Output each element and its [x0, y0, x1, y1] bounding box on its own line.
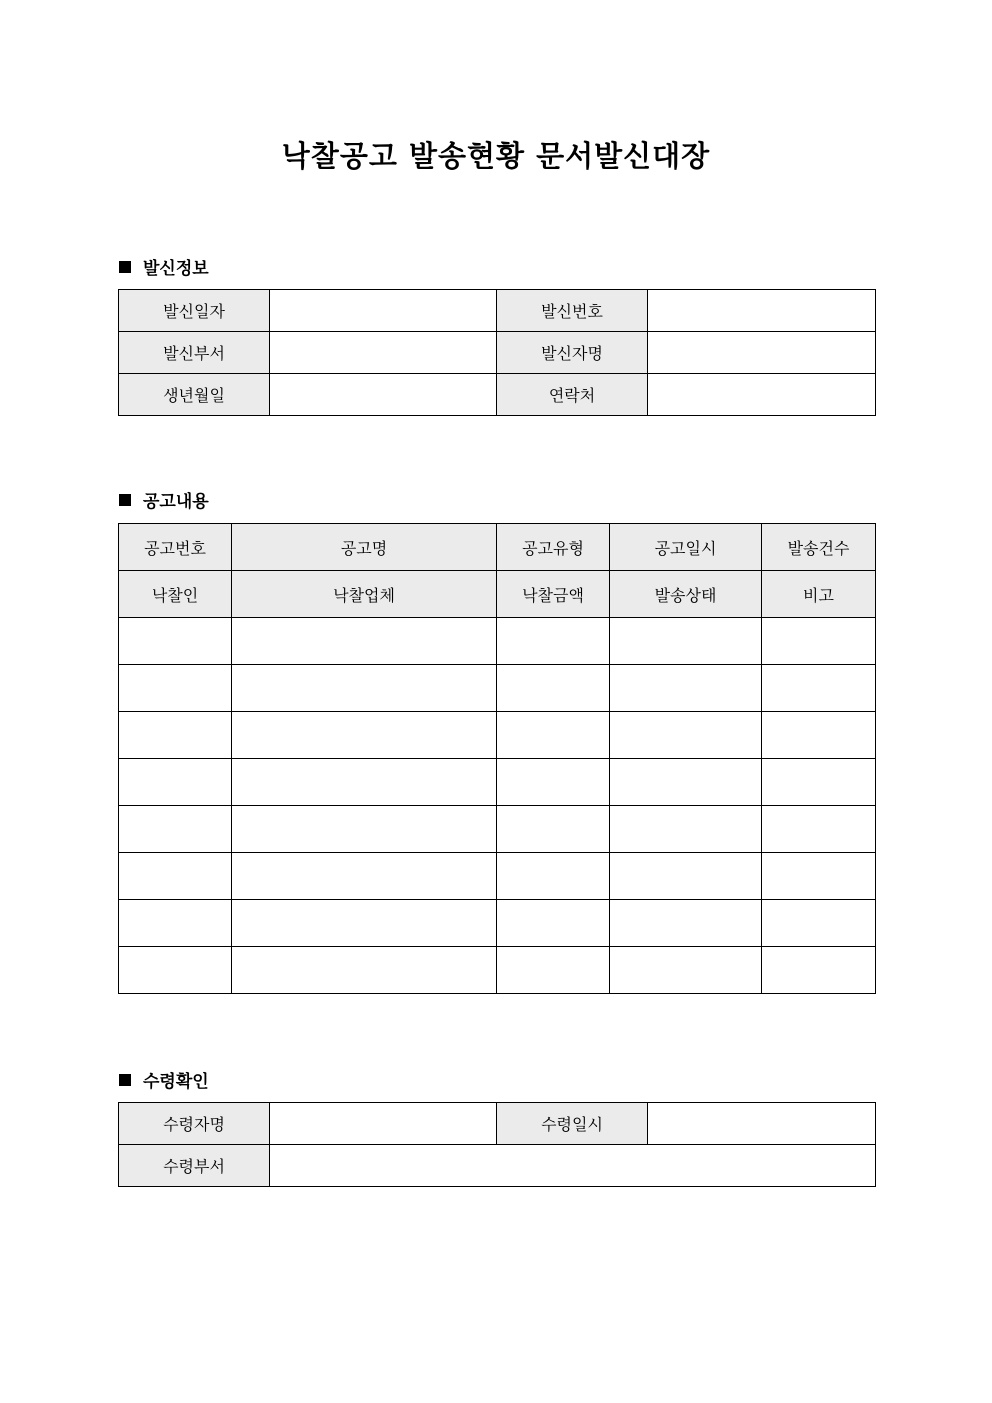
field-label: 생년월일	[119, 374, 270, 416]
table-cell[interactable]	[232, 947, 497, 994]
table-row	[119, 332, 876, 374]
table-row	[119, 712, 876, 759]
table-cell[interactable]	[762, 806, 876, 853]
field-label: 수령일시	[497, 1103, 648, 1145]
receipt-table	[118, 1102, 876, 1187]
column-header: 공고일시	[610, 524, 762, 571]
table-cell[interactable]	[610, 806, 762, 853]
table-cell[interactable]	[119, 947, 232, 994]
document-title: 낙찰공고 발송현황 문서발신대장	[281, 139, 711, 173]
send-date-field[interactable]	[270, 290, 497, 332]
table-cell[interactable]	[610, 665, 762, 712]
table-cell[interactable]	[610, 618, 762, 665]
table-cell[interactable]	[232, 853, 497, 900]
table-cell[interactable]	[610, 759, 762, 806]
table-cell[interactable]	[232, 618, 497, 665]
table-row	[119, 1103, 876, 1145]
table-cell[interactable]	[497, 806, 610, 853]
column-header: 공고번호	[119, 524, 232, 571]
table-row	[119, 1145, 876, 1187]
table-cell[interactable]	[610, 900, 762, 947]
section-heading-sender	[119, 254, 209, 279]
column-header: 발송건수	[762, 524, 876, 571]
section-heading-receipt	[119, 1067, 209, 1092]
birth-date-field[interactable]	[270, 374, 497, 416]
table-cell[interactable]	[232, 900, 497, 947]
table-cell[interactable]	[762, 900, 876, 947]
table-row	[119, 290, 876, 332]
table-cell[interactable]	[610, 853, 762, 900]
table-row	[119, 900, 876, 947]
send-number-field[interactable]	[648, 290, 876, 332]
table-cell[interactable]	[762, 712, 876, 759]
table-cell[interactable]	[232, 806, 497, 853]
table-cell[interactable]	[762, 665, 876, 712]
table-cell[interactable]	[119, 900, 232, 947]
table-cell[interactable]	[119, 665, 232, 712]
table-cell[interactable]	[232, 759, 497, 806]
receiver-name-field[interactable]	[270, 1103, 497, 1145]
table-cell[interactable]	[610, 712, 762, 759]
table-cell[interactable]	[610, 947, 762, 994]
field-label: 발신번호	[497, 290, 648, 332]
table-row	[119, 665, 876, 712]
table-header-row	[119, 571, 876, 618]
table-cell[interactable]	[232, 665, 497, 712]
table-row	[119, 853, 876, 900]
section-heading-notice	[119, 487, 209, 512]
field-label: 수령부서	[119, 1145, 270, 1187]
column-header: 낙찰금액	[497, 571, 610, 618]
table-cell[interactable]	[497, 665, 610, 712]
table-cell[interactable]	[762, 947, 876, 994]
table-cell[interactable]	[497, 759, 610, 806]
table-row	[119, 374, 876, 416]
sender-name-field[interactable]	[648, 332, 876, 374]
square-bullet-icon	[119, 494, 131, 506]
table-cell[interactable]	[497, 853, 610, 900]
table-cell[interactable]	[232, 712, 497, 759]
table-row	[119, 759, 876, 806]
table-header-row	[119, 524, 876, 571]
section-heading-label: 발신정보	[143, 259, 209, 279]
table-cell[interactable]	[119, 853, 232, 900]
field-label: 연락처	[497, 374, 648, 416]
table-cell[interactable]	[762, 618, 876, 665]
column-header: 낙찰업체	[232, 571, 497, 618]
table-cell[interactable]	[119, 712, 232, 759]
notice-table	[118, 523, 876, 994]
square-bullet-icon	[119, 261, 131, 273]
column-header: 비고	[762, 571, 876, 618]
table-cell[interactable]	[762, 759, 876, 806]
table-cell[interactable]	[497, 900, 610, 947]
table-cell[interactable]	[497, 947, 610, 994]
receipt-datetime-field[interactable]	[648, 1103, 876, 1145]
column-header: 공고명	[232, 524, 497, 571]
table-cell[interactable]	[497, 618, 610, 665]
table-cell[interactable]	[119, 806, 232, 853]
field-label: 수령자명	[119, 1103, 270, 1145]
table-cell[interactable]	[762, 853, 876, 900]
table-row	[119, 806, 876, 853]
column-header: 발송상태	[610, 571, 762, 618]
field-label: 발신일자	[119, 290, 270, 332]
column-header: 공고유형	[497, 524, 610, 571]
sender-info-table	[118, 289, 876, 416]
receiver-department-field[interactable]	[270, 1145, 876, 1187]
square-bullet-icon	[119, 1074, 131, 1086]
field-label: 발신자명	[497, 332, 648, 374]
contact-field[interactable]	[648, 374, 876, 416]
send-department-field[interactable]	[270, 332, 497, 374]
table-cell[interactable]	[119, 759, 232, 806]
table-row	[119, 947, 876, 994]
field-label: 발신부서	[119, 332, 270, 374]
table-cell[interactable]	[497, 712, 610, 759]
table-row	[119, 618, 876, 665]
column-header: 낙찰인	[119, 571, 232, 618]
section-heading-label: 수령확인	[143, 1072, 209, 1092]
section-heading-label: 공고내용	[143, 492, 209, 512]
table-cell[interactable]	[119, 618, 232, 665]
